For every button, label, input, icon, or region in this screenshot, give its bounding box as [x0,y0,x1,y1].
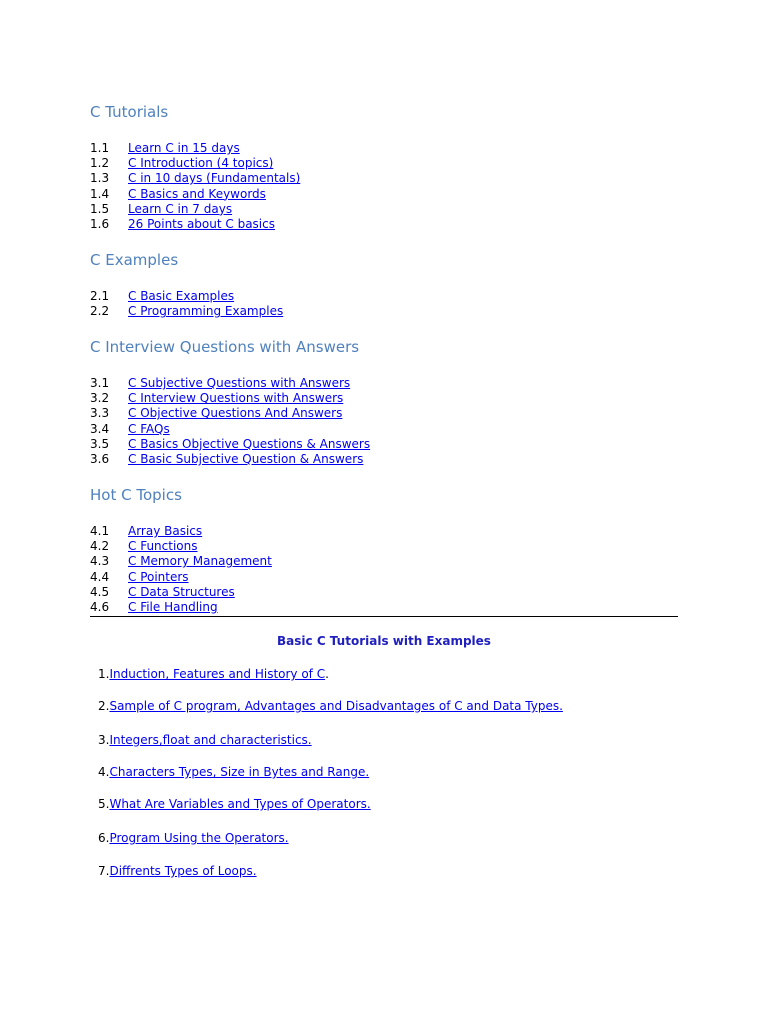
link-list [90,524,680,615]
topic-link[interactable]: C Memory Management [128,554,272,569]
list-item [90,156,680,171]
section-c-interview-questions [90,338,680,467]
section-heading: C Examples [90,251,179,269]
interview-link[interactable]: C FAQs [128,421,170,436]
list-item [90,422,680,437]
list-item [90,187,680,202]
item-number: 1.4 [90,186,110,201]
section-hot-c-topics [90,486,680,615]
list-item [90,217,680,232]
list-item [90,391,680,406]
example-link[interactable]: C Programming Examples [128,304,284,319]
basic-tutorial-link[interactable]: What Are Variables and Types of Operators. [109,797,371,811]
item-number: 4.1 [90,524,110,538]
tutorial-link[interactable]: Learn C in 15 days [128,141,240,155]
item-suffix: . [325,667,329,681]
item-number: 4.5 [90,584,110,599]
tutorial-link[interactable]: C Basics and Keywords [128,186,266,201]
horizontal-divider [90,616,678,617]
list-item [90,171,680,186]
item-number: 7. [98,864,110,878]
list-item [90,376,680,391]
item-number: 2.2 [90,304,110,319]
interview-link[interactable]: C Basics Objective Questions & Answers [128,436,371,451]
item-number: 1.6 [90,216,110,231]
section-heading: C Tutorials [90,103,169,121]
basic-list-item [98,831,289,846]
item-number: 4. [98,765,110,779]
list-item [90,141,680,156]
basic-tutorial-link[interactable]: Diffrents Types of Loops. [109,864,257,878]
item-number: 1.5 [90,201,110,216]
section-c-tutorials [90,103,680,232]
list-item [90,452,680,467]
basic-tutorial-link[interactable]: Program Using the Operators. [109,831,289,845]
tutorial-link[interactable]: 26 Points about C basics [128,216,275,231]
item-number: 2.1 [90,289,110,303]
list-item [90,585,680,600]
section-heading: Hot C Topics [90,486,182,504]
item-number: 2. [98,699,110,713]
item-number: 3.3 [90,406,110,421]
item-number: 3.1 [90,376,110,390]
item-number: 3.6 [90,451,110,466]
basic-tutorials-title: Basic C Tutorials with Examples [277,634,491,648]
section-heading: C Interview Questions with Answers [90,338,360,356]
topic-link[interactable]: C Functions [128,539,198,554]
link-list [90,376,680,467]
interview-link[interactable]: C Objective Questions And Answers [128,406,343,421]
item-number: 4.2 [90,539,110,554]
basic-tutorial-link[interactable]: Characters Types, Size in Bytes and Range. [109,765,370,779]
item-number: 1. [98,667,110,681]
list-item [90,304,680,319]
item-number: 3.4 [90,421,110,436]
item-number: 4.6 [90,599,110,614]
tutorial-link[interactable]: C Introduction (4 topics) [128,156,274,171]
topic-link[interactable]: C Data Structures [128,584,235,599]
section-c-examples [90,251,680,319]
list-item [90,524,680,539]
list-item [90,570,680,585]
basic-list-item [98,864,257,879]
basic-list-item [98,797,371,812]
tutorial-link[interactable]: C in 10 days (Fundamentals) [128,171,301,186]
item-number: 3. [98,733,110,747]
topic-link[interactable]: Array Basics [128,524,203,538]
example-link[interactable]: C Basic Examples [128,289,235,303]
tutorial-link[interactable]: Learn C in 7 days [128,201,233,216]
basic-list-item [98,667,329,682]
list-item [90,406,680,421]
item-number: 4.3 [90,554,110,569]
link-list [90,289,680,319]
item-number: 4.4 [90,569,110,584]
link-list [90,141,680,232]
basic-list-item [98,699,563,714]
item-number: 1.1 [90,141,110,155]
basic-tutorial-link[interactable]: Sample of C program, Advantages and Disadvantages of C and Data Types. [109,699,563,713]
interview-link[interactable]: C Basic Subjective Question & Answers [128,451,364,466]
basic-tutorial-link[interactable]: Integers,float and characteristics. [109,733,312,747]
list-item [90,289,680,304]
item-number: 1.3 [90,171,110,186]
item-number: 6. [98,831,110,845]
topic-link[interactable]: C File Handling [128,599,218,614]
list-item [90,554,680,569]
list-item [90,202,680,217]
list-item [90,539,680,554]
list-item [90,600,680,615]
item-number: 5. [98,797,110,811]
list-item [90,437,680,452]
item-number: 3.2 [90,391,110,406]
interview-link[interactable]: C Interview Questions with Answers [128,391,344,406]
topic-link[interactable]: C Pointers [128,569,189,584]
interview-link[interactable]: C Subjective Questions with Answers [128,376,351,390]
item-number: 1.2 [90,156,110,171]
basic-list-item [98,765,369,780]
basic-list-item [98,733,312,748]
item-number: 3.5 [90,436,110,451]
basic-tutorial-link[interactable]: Induction, Features and History of C [109,667,326,681]
